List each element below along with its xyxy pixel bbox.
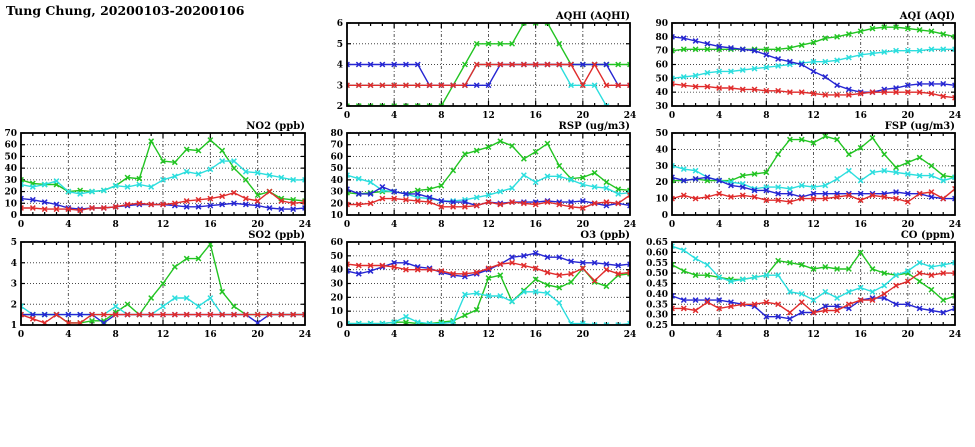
y-tick-label: 60 xyxy=(655,60,668,71)
x-tick-label: 20 xyxy=(901,220,915,230)
y-tick-label: 3 xyxy=(10,279,17,290)
y-tick-label: 50 xyxy=(655,74,668,85)
x-tick-label: 16 xyxy=(529,330,542,340)
chart-canvas-rsp xyxy=(315,117,639,232)
y-tick-label: 0.45 xyxy=(646,279,668,290)
page-title: Tung Chung, 20200103-20200106 xyxy=(6,3,245,18)
x-tick-label: 0 xyxy=(17,220,25,230)
chart-canvas-aqhi xyxy=(315,7,639,123)
x-tick-label: 0 xyxy=(668,220,676,230)
x-tick-label: 20 xyxy=(576,330,590,340)
chart-rsp xyxy=(315,117,639,232)
y-tick-label: 40 xyxy=(330,175,343,186)
chart-o3 xyxy=(315,226,639,342)
x-tick-label: 4 xyxy=(716,330,723,340)
chart-co xyxy=(640,226,964,342)
x-tick-label: 4 xyxy=(65,330,72,340)
x-tick-label: 8 xyxy=(112,220,119,230)
y-tick-label: 4 xyxy=(10,258,17,269)
y-tick-label: 50 xyxy=(330,164,343,175)
x-tick-label: 12 xyxy=(807,220,820,230)
chart-title-co: CO (ppm) xyxy=(900,230,955,241)
y-tick-label: 60 xyxy=(4,140,17,151)
x-tick-label: 12 xyxy=(807,111,820,121)
x-tick-label: 20 xyxy=(576,220,590,230)
x-tick-label: 0 xyxy=(668,111,676,121)
chart-title-aqi: AQI (AQI) xyxy=(899,11,955,22)
y-tick-label: 90 xyxy=(655,19,668,29)
chart-aqi xyxy=(640,7,964,123)
y-tick-label: 20 xyxy=(330,293,343,304)
x-tick-label: 12 xyxy=(807,330,820,340)
y-tick-label: 0 xyxy=(336,321,343,331)
series-blue xyxy=(345,184,633,208)
series-green-line xyxy=(672,252,955,300)
x-tick-label: 4 xyxy=(391,111,398,121)
y-tick-label: 6 xyxy=(336,19,343,29)
y-tick-label: 50 xyxy=(655,129,668,139)
x-tick-label: 20 xyxy=(901,330,915,340)
y-tick-label: 60 xyxy=(330,152,343,163)
y-tick-label: 0.65 xyxy=(646,238,668,248)
x-tick-label: 8 xyxy=(112,330,119,340)
x-tick-label: 4 xyxy=(391,330,398,340)
x-tick-label: 24 xyxy=(948,330,962,340)
x-tick-label: 12 xyxy=(482,220,495,230)
series-red-line xyxy=(672,189,955,202)
chart-canvas-aqi xyxy=(640,7,964,123)
y-tick-label: 0.55 xyxy=(646,258,668,269)
series-green xyxy=(345,139,633,197)
y-tick-label: 1 xyxy=(10,321,17,331)
x-tick-label: 8 xyxy=(438,111,445,121)
y-tick-label: 40 xyxy=(4,164,17,175)
y-tick-label: 40 xyxy=(655,145,668,156)
y-tick-label: 0.30 xyxy=(646,310,668,321)
x-tick-label: 16 xyxy=(529,111,542,121)
y-tick-label: 5 xyxy=(10,238,17,248)
x-tick-label: 0 xyxy=(668,330,676,340)
y-tick-label: 20 xyxy=(4,187,17,198)
x-tick-label: 8 xyxy=(438,330,445,340)
x-tick-label: 20 xyxy=(576,111,590,121)
y-tick-label: 10 xyxy=(655,194,668,205)
y-tick-label: 0 xyxy=(661,211,668,221)
chart-canvas-fsp xyxy=(640,117,964,232)
x-tick-label: 0 xyxy=(343,111,351,121)
y-tick-label: 30 xyxy=(330,279,343,290)
chart-so2 xyxy=(0,226,314,342)
chart-canvas-so2 xyxy=(0,226,314,342)
y-tick-label: 10 xyxy=(330,211,343,221)
x-tick-label: 24 xyxy=(948,111,962,121)
x-tick-label: 4 xyxy=(391,220,398,230)
y-tick-label: 70 xyxy=(330,140,343,151)
y-tick-label: 2 xyxy=(336,102,343,112)
y-tick-label: 4 xyxy=(336,60,343,71)
y-tick-label: 0.40 xyxy=(646,289,668,300)
y-tick-label: 70 xyxy=(4,129,17,139)
chart-fsp xyxy=(640,117,964,232)
y-tick-label: 30 xyxy=(4,175,17,186)
x-tick-label: 0 xyxy=(17,330,25,340)
x-tick-label: 4 xyxy=(716,111,723,121)
x-tick-label: 12 xyxy=(156,330,170,340)
chart-no2 xyxy=(0,117,314,232)
y-tick-label: 2 xyxy=(10,300,17,311)
y-tick-label: 70 xyxy=(655,46,668,57)
x-tick-label: 16 xyxy=(204,330,217,340)
x-tick-label: 16 xyxy=(529,220,542,230)
y-tick-label: 3 xyxy=(336,81,343,92)
x-tick-label: 24 xyxy=(948,220,962,230)
chart-aqhi xyxy=(315,7,639,123)
chart-title-o3: O3 (ppb) xyxy=(580,230,630,241)
y-tick-label: 0.50 xyxy=(646,269,668,280)
x-tick-label: 12 xyxy=(482,111,495,121)
chart-canvas-no2 xyxy=(0,117,314,232)
x-tick-label: 8 xyxy=(763,220,770,230)
y-tick-label: 10 xyxy=(330,307,343,318)
y-tick-label: 0 xyxy=(10,211,17,221)
x-tick-label: 16 xyxy=(854,330,867,340)
x-tick-label: 12 xyxy=(482,330,495,340)
y-tick-label: 40 xyxy=(330,265,343,276)
y-tick-label: 30 xyxy=(330,187,343,198)
y-tick-label: 0.60 xyxy=(646,248,668,259)
y-tick-label: 20 xyxy=(330,199,343,210)
x-tick-label: 20 xyxy=(251,220,264,230)
x-tick-label: 12 xyxy=(156,220,170,230)
y-tick-label: 80 xyxy=(330,129,343,139)
x-tick-label: 24 xyxy=(623,111,637,121)
chart-canvas-co xyxy=(640,226,964,342)
chart-canvas-o3 xyxy=(315,226,639,342)
x-tick-label: 24 xyxy=(298,220,312,230)
x-tick-label: 24 xyxy=(623,220,637,230)
y-tick-label: 40 xyxy=(655,88,668,99)
x-tick-label: 16 xyxy=(854,220,867,230)
x-tick-label: 16 xyxy=(854,111,867,121)
x-tick-label: 20 xyxy=(251,330,264,340)
chart-title-aqhi: AQHI (AQHI) xyxy=(555,11,630,22)
y-tick-label: 10 xyxy=(4,199,17,210)
y-tick-label: 30 xyxy=(655,161,668,172)
chart-title-so2: SO2 (ppb) xyxy=(248,230,305,241)
y-tick-label: 0.35 xyxy=(646,300,668,311)
x-tick-label: 4 xyxy=(65,220,72,230)
x-tick-label: 20 xyxy=(901,111,915,121)
chart-title-fsp: FSP (ug/m3) xyxy=(884,121,955,132)
y-tick-label: 80 xyxy=(655,32,668,43)
x-tick-label: 24 xyxy=(298,330,312,340)
chart-title-no2: NO2 (ppb) xyxy=(246,121,305,132)
chart-title-rsp: RSP (ug/m3) xyxy=(558,121,630,132)
y-tick-label: 30 xyxy=(655,102,668,112)
x-tick-label: 8 xyxy=(763,111,770,121)
y-tick-label: 5 xyxy=(336,39,343,50)
y-tick-label: 50 xyxy=(4,152,17,163)
y-tick-label: 0.25 xyxy=(646,321,668,331)
y-tick-label: 60 xyxy=(330,238,343,248)
x-tick-label: 8 xyxy=(763,330,770,340)
y-tick-label: 20 xyxy=(655,178,668,189)
x-tick-label: 0 xyxy=(343,220,351,230)
x-tick-label: 4 xyxy=(716,220,723,230)
x-tick-label: 8 xyxy=(438,220,445,230)
x-tick-label: 24 xyxy=(623,330,637,340)
y-tick-label: 50 xyxy=(330,251,343,262)
x-tick-label: 0 xyxy=(343,330,351,340)
x-tick-label: 16 xyxy=(204,220,217,230)
